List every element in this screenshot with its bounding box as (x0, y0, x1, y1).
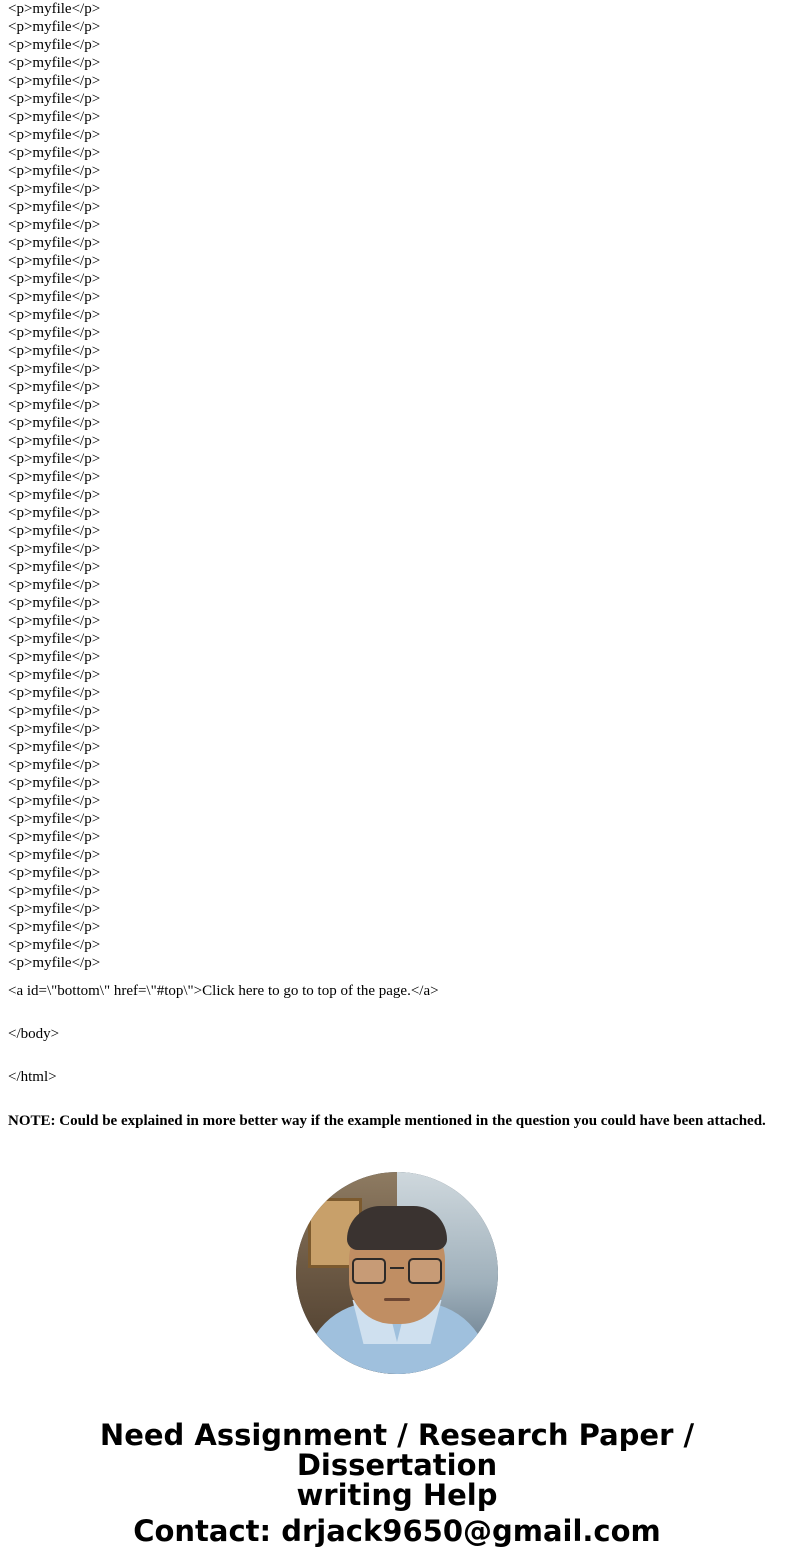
code-line: <p>myfile</p> (8, 415, 101, 431)
code-line: <p>myfile</p> (8, 505, 101, 521)
code-line: <p>myfile</p> (8, 109, 101, 125)
code-line: <p>myfile</p> (8, 541, 101, 557)
code-line: <p>myfile</p> (8, 937, 101, 953)
code-line: <p>myfile</p> (8, 955, 101, 971)
code-line: <p>myfile</p> (8, 883, 101, 899)
code-line: <p>myfile</p> (8, 865, 101, 881)
avatar-glasses-bridge (390, 1267, 404, 1269)
code-line: <p>myfile</p> (8, 361, 101, 377)
anchor-tag-line: <a id=\"bottom\" href=\"#top\">Click here to go to top of the page.</a> (8, 983, 439, 999)
code-line: <p>myfile</p> (8, 451, 101, 467)
code-line: <p>myfile</p> (8, 829, 101, 845)
code-line: <p>myfile</p> (8, 1, 101, 17)
code-line: <p>myfile</p> (8, 217, 101, 233)
code-line: <p>myfile</p> (8, 307, 101, 323)
code-line: <p>myfile</p> (8, 469, 101, 485)
code-line: <p>myfile</p> (8, 649, 101, 665)
code-line: <p>myfile</p> (8, 685, 101, 701)
code-line: <p>myfile</p> (8, 397, 101, 413)
code-line: <p>myfile</p> (8, 793, 101, 809)
code-line: <p>myfile</p> (8, 523, 101, 539)
code-line: <p>myfile</p> (8, 739, 101, 755)
code-line: <p>myfile</p> (8, 325, 101, 341)
code-line: <p>myfile</p> (8, 379, 101, 395)
promo-headline-line1: Need Assignment / Research Paper / Dissertation (99, 1418, 695, 1482)
code-line: <p>myfile</p> (8, 73, 101, 89)
avatar-glasses-left (352, 1258, 386, 1284)
code-line: <p>myfile</p> (8, 91, 101, 107)
avatar-mouth (384, 1298, 410, 1301)
avatar-glasses-right (408, 1258, 442, 1284)
code-line: <p>myfile</p> (8, 667, 101, 683)
avatar-container (8, 1172, 786, 1374)
code-line: <p>myfile</p> (8, 55, 101, 71)
code-line: <p>myfile</p> (8, 433, 101, 449)
code-line: <p>myfile</p> (8, 775, 101, 791)
code-line: <p>myfile</p> (8, 181, 101, 197)
code-line: <p>myfile</p> (8, 235, 101, 251)
code-line: <p>myfile</p> (8, 703, 101, 719)
code-line: <p>myfile</p> (8, 757, 101, 773)
code-line: <p>myfile</p> (8, 595, 101, 611)
promo-contact: Contact: drjack9650@gmail.com (133, 1514, 661, 1548)
promo-headline (8, 1420, 786, 1510)
code-line: <p>myfile</p> (8, 37, 101, 53)
code-line: <p>myfile</p> (8, 289, 101, 305)
code-line: <p>myfile</p> (8, 919, 101, 935)
code-line: <p>myfile</p> (8, 145, 101, 161)
code-line: <p>myfile</p> (8, 613, 101, 629)
code-line: <p>myfile</p> (8, 19, 101, 35)
code-line: <p>myfile</p> (8, 811, 101, 827)
code-line: <p>myfile</p> (8, 631, 101, 647)
promo-headline-line2: writing Help (296, 1478, 498, 1512)
html-close-tag: </html> (8, 1069, 57, 1085)
code-line: <p>myfile</p> (8, 901, 101, 917)
code-line: <p>myfile</p> (8, 847, 101, 863)
code-line: <p>myfile</p> (8, 271, 101, 287)
avatar (296, 1172, 498, 1374)
code-line: <p>myfile</p> (8, 163, 101, 179)
code-line: <p>myfile</p> (8, 253, 101, 269)
note-text: NOTE: Could be explained in more better way if the example mentioned in the question you could have been attached. (8, 1113, 766, 1129)
code-line: <p>myfile</p> (8, 577, 101, 593)
code-block (8, 0, 786, 972)
body-close-tag: </body> (8, 1026, 60, 1042)
avatar-hair (347, 1206, 447, 1250)
code-line: <p>myfile</p> (8, 127, 101, 143)
code-line: <p>myfile</p> (8, 199, 101, 215)
code-line: <p>myfile</p> (8, 721, 101, 737)
code-line: <p>myfile</p> (8, 343, 101, 359)
code-line: <p>myfile</p> (8, 487, 101, 503)
code-line: <p>myfile</p> (8, 559, 101, 575)
